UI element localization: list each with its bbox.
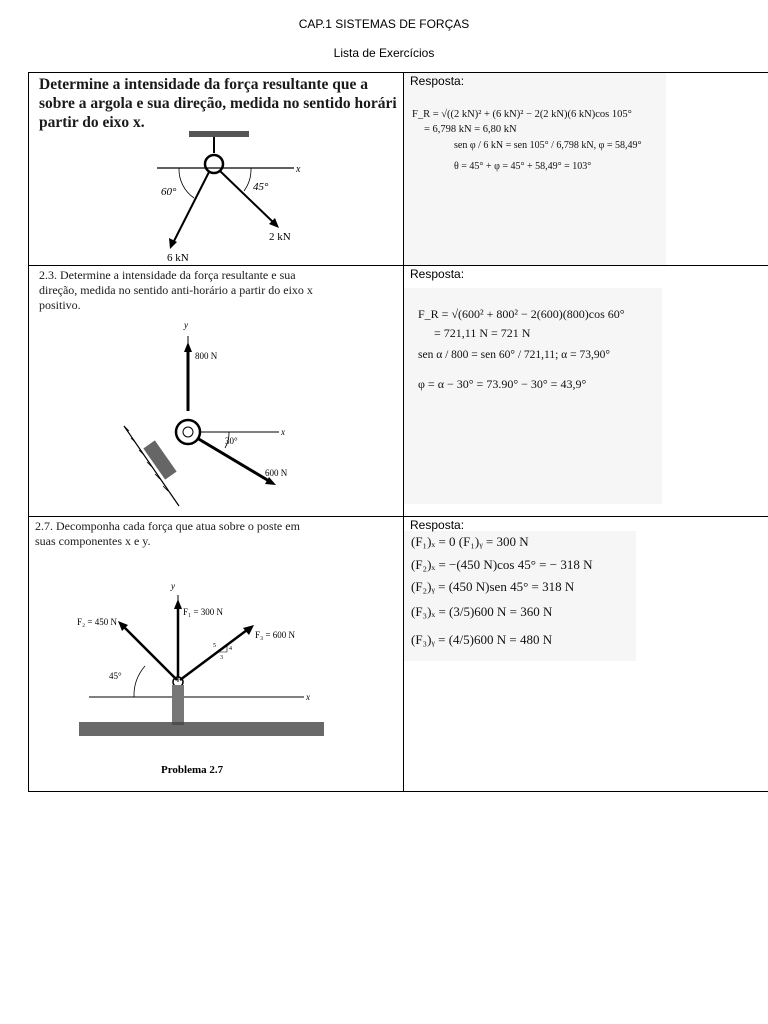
answer-1-line: sen φ / 6 kN = sen 105° / 6,798 kN, φ = 58,49°: [454, 140, 642, 151]
angle-60-label: 60°: [161, 186, 177, 198]
answer-2-label: Resposta:: [410, 267, 465, 281]
answer-2-line: F_R = √(600² + 800² − 2(600)(800)cos 60°: [418, 307, 625, 321]
answer-2-line: = 721,11 N = 721 N: [434, 326, 531, 340]
problem-3-figure: [29, 517, 403, 791]
answer-1-label: Resposta:: [410, 74, 465, 88]
answer-1-line: θ = 45° + φ = 45° + 58,49° = 103°: [454, 161, 592, 172]
support-block: [143, 440, 176, 479]
answer-3-line: (F₃)ₓ = (3/5)600 N = 360 N: [411, 604, 553, 619]
ground: [79, 722, 324, 736]
problem-3-cell: [29, 517, 403, 791]
ring: [205, 155, 223, 173]
question-line: direção, medida no sentido anti-horário a partir do eixo x: [39, 283, 313, 297]
answer-3-label: Resposta:: [410, 518, 465, 532]
angle-45-label: 45°: [109, 671, 122, 681]
x-axis-label: x: [281, 427, 285, 437]
question-line: Determine a intensidade da força resultante que a: [39, 76, 369, 93]
problem-1-figure: [29, 73, 403, 265]
question-line: positivo.: [39, 298, 81, 312]
slope-3-label: 3: [220, 655, 223, 661]
problem-1-cell: [29, 73, 403, 265]
answer-3-line: (F₂)ᵧ = (450 N)sen 45° = 318 N: [411, 579, 575, 594]
question-line: suas componentes x e y.: [35, 534, 151, 548]
force-600n-label: 600 N: [265, 468, 288, 478]
ring: [176, 420, 200, 444]
force-f1-label: F₁ = 300 N: [183, 607, 223, 617]
answer-3-cell: [404, 517, 768, 791]
force-6kn-label: 6 kN: [167, 252, 189, 264]
force-6kn-arrow: [173, 172, 209, 243]
answer-3-line: (F₂)ₓ = −(450 N)cos 45° = − 318 N: [411, 557, 593, 572]
force-f2-arrow: [124, 627, 177, 680]
force-f2-label: F₂ = 450 N: [77, 617, 117, 627]
slope-4-label: 4: [229, 646, 232, 652]
document-subtitle: Lista de Exercícios: [333, 46, 435, 60]
problem-2-figure: [29, 266, 403, 516]
problem-2-cell: [29, 266, 403, 516]
support-hatch: [189, 131, 249, 137]
table-border-bottom: [28, 791, 768, 792]
answer-1-cell: [404, 73, 768, 265]
answer-2-line: φ = α − 30° = 73.90° − 30° = 43,9°: [418, 377, 587, 391]
question-line: 2.3. Determine a intensidade da força resultante e sua: [39, 268, 296, 282]
y-axis-label: y: [171, 581, 175, 591]
y-axis-label: y: [184, 320, 188, 330]
question-line: 2.7. Decomponha cada força que atua sobre o poste em: [35, 519, 300, 533]
answer-3-line: (F₁)ₓ = 0 (F₁)ᵧ = 300 N: [411, 534, 529, 549]
answer-2-cell: [404, 266, 768, 516]
x-axis-label: x: [306, 692, 310, 702]
document-title: CAP.1 SISTEMAS DE FORÇAS: [298, 17, 470, 31]
force-2kn-arrow: [220, 171, 274, 223]
answer-1-line: = 6,798 kN = 6,80 kN: [424, 124, 517, 135]
question-line: sobre a argola e sua direção, medida no sentido horári: [39, 95, 397, 112]
x-axis-label: x: [296, 164, 301, 175]
figure-caption: Problema 2.7: [161, 764, 224, 776]
exercise-table: [28, 72, 768, 792]
pole: [172, 685, 184, 725]
question-line: partir do eixo x.: [39, 114, 145, 131]
force-800n-label: 800 N: [195, 351, 218, 361]
answer-2-line: sen α / 800 = sen 60° / 721,11; α = 73,90°: [418, 349, 610, 361]
force-f3-arrow: [180, 630, 247, 680]
answer-3-line: (F₃)ᵧ = (4/5)600 N = 480 N: [411, 632, 553, 647]
slope-triangle: [217, 644, 227, 652]
force-f3-label: F₃ = 600 N: [255, 630, 295, 640]
slope-5-label: 5: [213, 643, 216, 649]
angle-45-label: 45°: [253, 181, 269, 193]
angle-30-label: 30°: [225, 436, 238, 446]
force-2kn-label: 2 kN: [269, 231, 291, 243]
answer-1-line: F_R = √((2 kN)² + (6 kN)² − 2(2 kN)(6 kN)cos 105°: [412, 109, 632, 120]
